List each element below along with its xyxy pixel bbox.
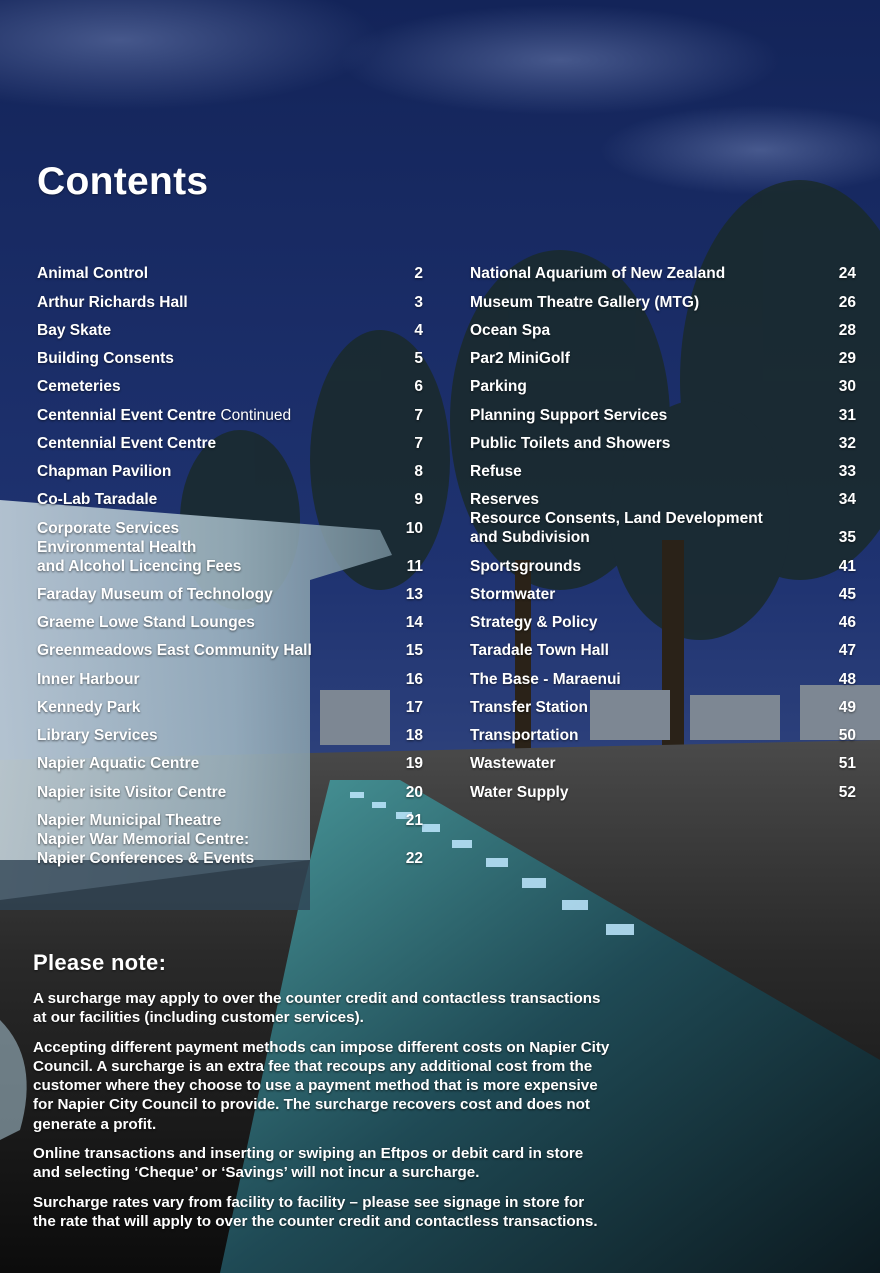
toc-entry-page: 35 [838,529,856,547]
toc-entry[interactable] [470,509,856,547]
toc-entry-title: National Aquarium of New Zealand [470,265,726,283]
toc-entry[interactable] [37,538,423,576]
toc-entry-page: 19 [405,755,423,773]
toc-entry[interactable] [37,453,423,481]
toc-entry[interactable] [470,576,856,604]
toc-entry-page: 20 [405,783,423,801]
toc-left-column [37,255,423,868]
toc-entry-suffix: Continued [220,406,292,424]
toc-entry[interactable] [470,368,856,396]
toc-entry[interactable] [37,340,423,368]
toc-entry[interactable] [470,396,856,424]
toc-entry-page: 33 [838,463,856,480]
toc-entry-title: Strategy & Policy [470,614,598,631]
toc-entry-title: Par2 MiniGolf [470,350,570,367]
toc-entry-title: Library Services [37,727,158,744]
toc-entry-title: Sportsgrounds [470,557,582,575]
toc-entry-title: Planning Support Services [470,406,668,424]
toc-entry-page: 15 [405,642,423,660]
toc-entry-title: Chapman Pavilion [37,463,172,480]
toc-entry-page: 45 [838,585,856,603]
toc-entry-title: Centennial Event Centre Continued [37,406,292,424]
toc-entry-title: Building Consents [37,350,174,367]
toc-entry[interactable] [37,745,423,773]
toc-entry[interactable] [470,312,856,340]
toc-entry-title: Animal Control [37,265,149,283]
toc-entry-title: Greenmeadows East Community Hall [37,642,312,660]
toc-entry-title: Reserves [470,491,539,509]
note-heading: Please note: [33,950,167,975]
toc-entry-title: Environmental Health and Alcohol Licencing Fees [37,538,242,575]
toc-entry-page: 49 [838,698,856,716]
toc-entry[interactable] [37,660,423,688]
toc-entry[interactable] [37,425,423,453]
toc-entry-title: Cemeteries [37,378,121,396]
toc-entry-title: Bay Skate [37,321,112,339]
toc-entry-title: Centennial Event Centre [37,434,217,452]
toc-entry-page: 41 [838,557,856,575]
toc-entry[interactable] [470,745,856,773]
toc-entry-page: 48 [838,670,856,688]
toc-entry-title: Graeme Lowe Stand Lounges [37,614,255,631]
toc-entry-page: 29 [838,350,856,367]
toc-entry[interactable] [37,604,423,632]
toc-entry-page: 9 [414,491,423,509]
toc-entry[interactable] [37,802,423,830]
toc-entry[interactable] [37,717,423,745]
toc-entry[interactable] [470,453,856,481]
toc-entry-page: 31 [838,406,856,424]
toc-right-column [470,255,856,802]
toc-entry-title: Napier isite Visitor Centre [37,783,227,801]
toc-entry-title: Napier Aquatic Centre [37,755,200,773]
toc-entry-title: Faraday Museum of Technology [37,585,273,603]
toc-entry-title: Water Supply [470,783,569,801]
toc-entry-title: Museum Theatre Gallery (MTG) [470,293,700,311]
toc-entry-title: Napier War Memorial Centre: Napier Conferences & Events [37,830,255,867]
toc-entry-page: 34 [838,491,856,509]
toc-entry[interactable] [37,509,423,537]
toc-entry-title: Taradale Town Hall [470,642,609,660]
note-body [33,989,683,1241]
toc-entry[interactable] [37,255,423,283]
toc-entry-page: 18 [405,727,423,744]
toc-entry-title: Wastewater [470,755,556,773]
toc-entry-page: 3 [414,293,423,311]
toc-entry[interactable] [37,576,423,604]
toc-entry-title: Napier Municipal Theatre [37,811,222,829]
toc-entry-page: 7 [414,434,423,452]
toc-entry[interactable] [470,773,856,801]
toc-entry-page: 4 [414,321,423,339]
toc-entry[interactable] [37,689,423,717]
toc-entry-title: Corporate Services [37,519,180,537]
note-paragraph: A surcharge may apply to over the counter credit and contactless transactions at our facilities (including customer services). [33,990,601,1027]
toc-entry-page: 30 [838,378,856,396]
toc-entry-title: Resource Consents, Land Development and Subdivision [470,510,763,547]
toc-entry-page: 17 [405,698,423,716]
page-title: Contents [37,160,209,203]
toc-entry-page: 26 [838,293,856,311]
toc-entry[interactable] [37,283,423,311]
toc-entry[interactable] [470,283,856,311]
toc-entry[interactable] [470,425,856,453]
toc-entry-title: Stormwater [470,585,556,603]
toc-entry-page: 2 [414,265,423,283]
toc-entry[interactable] [470,340,856,368]
toc-entry[interactable] [470,717,856,745]
note-paragraph: Surcharge rates vary from facility to facility – please see signage in store for the rate that will apply to over the counter credit and contactless transactions. [33,1193,598,1230]
toc-entry[interactable] [37,632,423,660]
toc-entry[interactable] [470,547,856,575]
toc-entry-page: 5 [414,350,423,367]
note-paragraph: Online transactions and inserting or swiping an Eftpos or debit card in store and selecting ‘Cheque’ or ‘Savings’ will not incur a surcharge. [33,1145,584,1182]
toc-entry[interactable] [470,689,856,717]
toc-entry-page: 32 [838,434,856,452]
toc-entry-page: 16 [405,670,423,688]
toc-entry-title: Kennedy Park [37,698,141,716]
toc-entry[interactable] [37,368,423,396]
toc-entry[interactable] [470,481,856,509]
toc-entry-title: Refuse [470,463,522,480]
toc-entry[interactable] [470,660,856,688]
toc-entry-title: The Base - Maraenui [470,670,621,688]
toc-entry-page: 51 [838,755,856,773]
toc-entry-page: 24 [838,265,856,283]
note-paragraph: Accepting different payment methods can impose different costs on Napier City Council. A surcharge is an extra fee that recoups any additional cost from the customer where they choose to use a payment method that is more expensive for Napier City Council to provide. The surcharge recovers cost and does not generate a profit. [33,1038,610,1133]
toc-entry[interactable] [37,830,423,868]
toc-entry[interactable] [470,255,856,283]
toc-entry-title: Public Toilets and Showers [470,434,671,452]
toc-entry-page: 28 [838,321,856,339]
toc-entry-page: 11 [406,557,423,575]
toc-entry[interactable] [470,632,856,660]
toc-entry[interactable] [37,773,423,801]
toc-entry-title: Arthur Richards Hall [37,293,188,311]
toc-entry-title: Co-Lab Taradale [37,491,158,509]
toc-entry-page: 22 [405,849,423,867]
toc-entry-page: 14 [405,614,423,631]
toc-entry-title: Transfer Station [470,698,588,716]
toc-entry-page: 47 [838,642,856,660]
toc-entry-page: 7 [414,406,423,424]
toc-entry-page: 8 [414,463,423,480]
toc-entry-page: 50 [838,727,856,744]
toc-entry-page: 13 [405,585,423,603]
toc-entry-page: 6 [414,378,423,396]
toc-entry[interactable] [37,312,423,340]
toc-entry[interactable] [37,481,423,509]
toc-entry-page: 21 [405,811,423,829]
toc-entry-page: 52 [838,783,856,801]
toc-entry-page: 10 [405,519,423,537]
toc-entry-title: Transportation [470,727,579,744]
toc-entry-title: Ocean Spa [470,321,551,339]
toc-entry-title: Inner Harbour [37,670,140,688]
toc-entry[interactable] [470,604,856,632]
toc-entry-title: Parking [470,378,527,396]
toc-entry[interactable] [37,396,423,424]
toc-entry-page: 46 [838,614,856,631]
